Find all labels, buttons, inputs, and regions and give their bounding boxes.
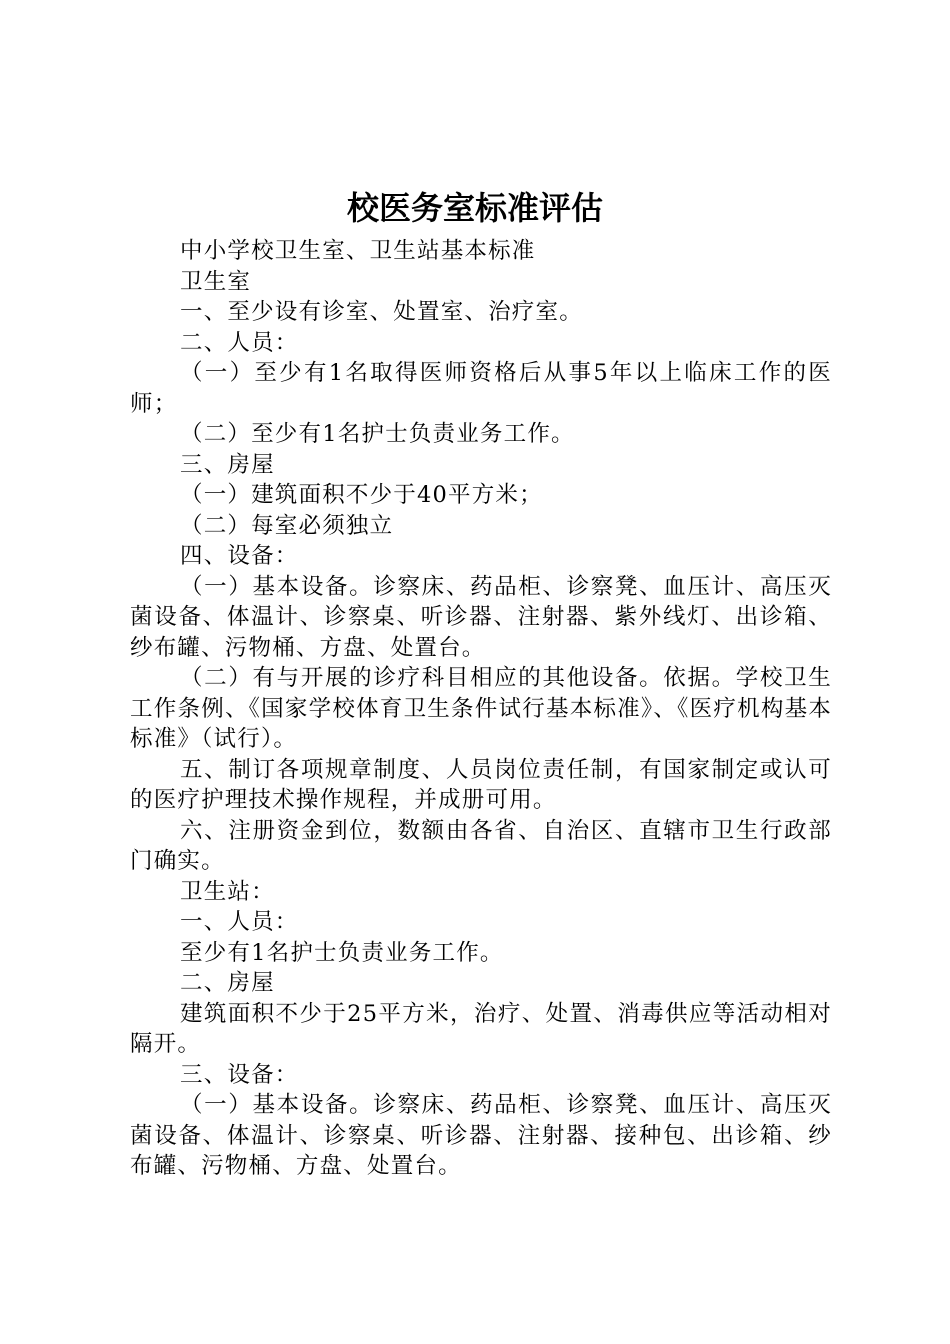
paragraph: （二）每室必须独立 — [180, 512, 394, 539]
paragraph: 建筑面积不少于25平方米，治疗、处置、消毒供应等活动相对隔开。 — [130, 1000, 832, 1057]
paragraph: 三、房屋 — [180, 451, 275, 478]
paragraph: 卫生室 — [180, 268, 252, 295]
paragraph: 五、制订各项规章制度、人员岗位责任制，有国家制定或认可的医疗护理技术操作规程，并成册可用。 — [130, 756, 832, 813]
paragraph: 卫生站： — [180, 878, 275, 905]
paragraph: 二、房屋 — [180, 970, 275, 996]
paragraph: （一）基本设备。诊察床、药品柜、诊察凳、血压计、高压灭菌设备、体温计、诊察桌、听诊器、注射器、紫外线灯、出诊箱、纱布罐、污物桶、方盘、处置台。 — [130, 573, 832, 661]
paragraph: 四、设备： — [180, 543, 299, 569]
paragraph: 一、至少设有诊室、处置室、治疗室。 — [180, 299, 583, 325]
paragraph: （一）至少有1名取得医师资格后从事5年以上临床工作的医师； — [130, 360, 832, 417]
paragraph: 至少有1名护士负责业务工作。 — [180, 939, 504, 966]
paragraph: （一）建筑面积不少于40平方米； — [180, 482, 543, 508]
document-title: 校医务室标准评估 — [346, 189, 603, 227]
paragraph: 中小学校卫生室、卫生站基本标准 — [180, 238, 536, 264]
document-body — [130, 236, 832, 1182]
paragraph: （二）至少有1名护士负责业务工作。 — [180, 421, 575, 447]
paragraph: 三、设备： — [180, 1061, 299, 1088]
paragraph: 六、注册资金到位，数额由各省、自治区、直辖市卫生行政部门确实。 — [130, 817, 832, 874]
paragraph: （二）有与开展的诊疗科目相应的其他设备。依据。学校卫生工作条例、《国家学校体育卫生条件试行基本标准》、《医疗机构基本标准》（试行）。 — [130, 665, 832, 752]
paragraph: 一、人员： — [180, 909, 299, 935]
paragraph: （一）基本设备。诊察床、药品柜、诊察凳、血压计、高压灭菌设备、体温计、诊察桌、听诊器、注射器、接种包、出诊箱、纱布罐、污物桶、方盘、处置台。 — [130, 1092, 832, 1179]
paragraph: 二、人员： — [180, 329, 299, 356]
